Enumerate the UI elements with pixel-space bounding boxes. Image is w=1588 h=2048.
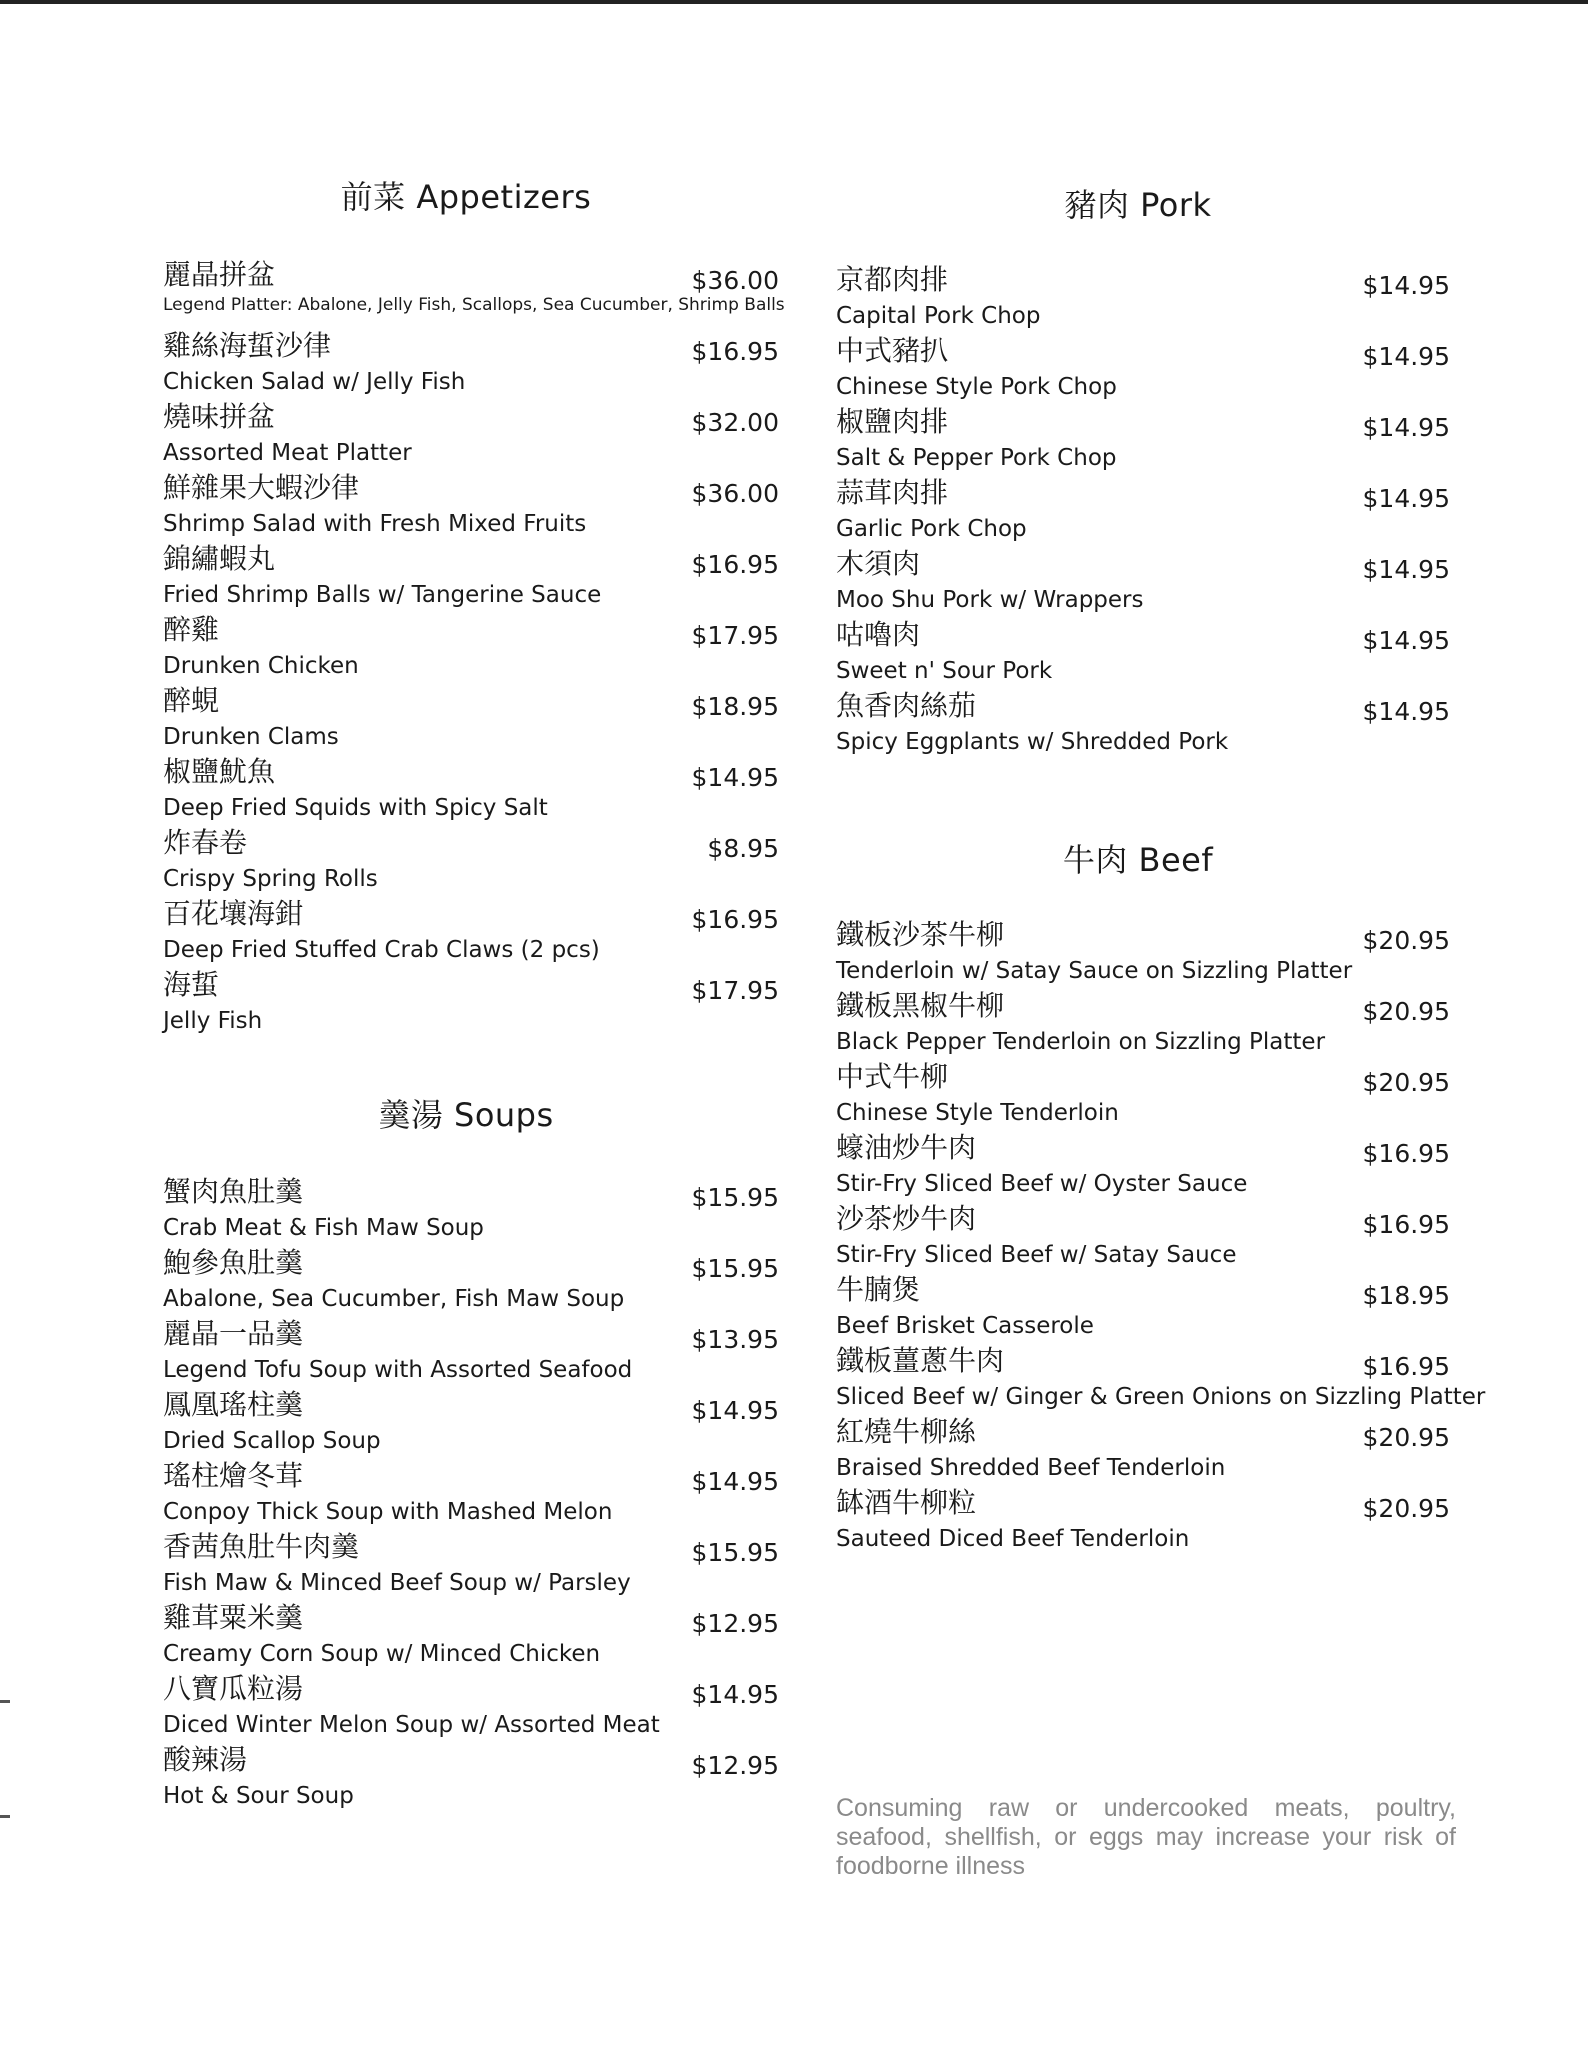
- dish-price: $16.95: [1362, 1139, 1450, 1168]
- dish-name-english: Moo Shu Pork w/ Wrappers: [836, 587, 1144, 613]
- dish-name-english: Stir-Fry Sliced Beef w/ Oyster Sauce: [836, 1171, 1248, 1197]
- menu-item: [836, 689, 1450, 760]
- dish-name-chinese: 鮑參魚肚羹: [163, 1246, 304, 1279]
- dish-price: $17.95: [691, 621, 779, 650]
- dish-price: $14.95: [1362, 342, 1450, 371]
- dish-name-english: Deep Fried Squids with Spicy Salt: [163, 795, 548, 821]
- dish-name-english: Conpoy Thick Soup with Mashed Melon: [163, 1499, 613, 1525]
- dish-name-english: Stir-Fry Sliced Beef w/ Satay Sauce: [836, 1242, 1237, 1268]
- menu-item: [163, 258, 785, 329]
- dish-name-chinese: 香茜魚肚牛肉羹: [163, 1530, 360, 1563]
- menu-item: [163, 1317, 779, 1388]
- dish-name-english: Legend Platter: Abalone, Jelly Fish, Scallops, Sea Cucumber, Shrimp Balls: [163, 295, 785, 315]
- section-title: 羹湯 Soups: [378, 1096, 554, 1134]
- appetizers-list: [163, 258, 785, 1039]
- dish-price: $14.95: [1362, 413, 1450, 442]
- dish-price: $8.95: [707, 834, 779, 863]
- food-safety-notice: Consuming raw or undercooked meats, poultry, seafood, shellfish, or eggs may increase your risk of foodborne illness: [836, 1794, 1456, 1880]
- dish-price: $20.95: [1362, 997, 1450, 1026]
- dish-name-english: Diced Winter Melon Soup w/ Assorted Meat: [163, 1712, 660, 1738]
- menu-item: [836, 547, 1450, 618]
- menu-item: [163, 1530, 779, 1601]
- dish-name-english: Chinese Style Pork Chop: [836, 374, 1117, 400]
- scan-mark: [0, 1815, 10, 1818]
- dish-name-chinese: 鐵板薑蔥牛肉: [836, 1344, 1005, 1377]
- dish-name-english: Jelly Fish: [163, 1008, 263, 1034]
- menu-item: [836, 1486, 1450, 1557]
- menu-item: [163, 1388, 779, 1459]
- dish-price: $12.95: [691, 1751, 779, 1780]
- dish-name-chinese: 鮮雜果大蝦沙律: [163, 471, 360, 504]
- menu-item: [836, 405, 1450, 476]
- dish-name-english: Sauteed Diced Beef Tenderloin: [836, 1526, 1190, 1552]
- dish-name-chinese: 木須肉: [836, 547, 921, 580]
- dish-name-chinese: 椒鹽肉排: [836, 405, 949, 438]
- dish-price: $15.95: [691, 1254, 779, 1283]
- menu-item: [836, 1415, 1450, 1486]
- dish-name-english: Fried Shrimp Balls w/ Tangerine Sauce: [163, 582, 602, 608]
- dish-name-english: Chicken Salad w/ Jelly Fish: [163, 369, 466, 395]
- dish-name-chinese: 海蜇: [163, 968, 220, 1001]
- menu-item: [836, 918, 1450, 989]
- menu-item: [163, 400, 779, 471]
- menu-item: [163, 329, 779, 400]
- dish-name-chinese: 蠔油炒牛肉: [836, 1131, 977, 1164]
- menu-item: [836, 1202, 1450, 1273]
- menu-item: [836, 263, 1450, 334]
- menu-item: [163, 897, 779, 968]
- dish-name-chinese: 椒鹽魷魚: [163, 755, 276, 788]
- dish-price: $15.95: [691, 1183, 779, 1212]
- dish-name-chinese: 八寶瓜粒湯: [163, 1672, 304, 1705]
- dish-price: $13.95: [691, 1325, 779, 1354]
- menu-item: [836, 1060, 1450, 1131]
- beef-list: [836, 918, 1486, 1557]
- section-title: 牛肉 Beef: [1062, 841, 1214, 879]
- dish-name-chinese: 紅燒牛柳絲: [836, 1415, 977, 1448]
- dish-name-english: Braised Shredded Beef Tenderloin: [836, 1455, 1226, 1481]
- menu-item: [163, 1601, 779, 1672]
- dish-name-english: Drunken Chicken: [163, 653, 359, 679]
- top-scan-edge: [0, 0, 1588, 4]
- dish-name-english: Sweet n' Sour Pork: [836, 658, 1053, 684]
- dish-name-english: Legend Tofu Soup with Assorted Seafood: [163, 1357, 633, 1383]
- menu-item: [836, 989, 1450, 1060]
- dish-price: $20.95: [1362, 1423, 1450, 1452]
- menu-item: [836, 1344, 1486, 1415]
- dish-name-chinese: 沙茶炒牛肉: [836, 1202, 977, 1235]
- dish-price: $18.95: [691, 692, 779, 721]
- dish-name-chinese: 雞絲海蜇沙律: [163, 329, 332, 362]
- dish-name-chinese: 百花壤海鉗: [163, 897, 304, 930]
- menu-item: [163, 755, 779, 826]
- dish-price: $14.95: [1362, 626, 1450, 655]
- dish-price: $14.95: [691, 1467, 779, 1496]
- dish-price: $20.95: [1362, 1494, 1450, 1523]
- dish-name-english: Black Pepper Tenderloin on Sizzling Platter: [836, 1029, 1326, 1055]
- dish-name-english: Beef Brisket Casserole: [836, 1313, 1094, 1339]
- dish-price: $16.95: [691, 337, 779, 366]
- section-title: 豬肉 Pork: [1064, 186, 1212, 224]
- dish-price: $16.95: [1362, 1352, 1450, 1381]
- dish-price: $14.95: [1362, 697, 1450, 726]
- menu-item: [163, 826, 779, 897]
- dish-name-chinese: 咕嚕肉: [836, 618, 921, 651]
- dish-name-chinese: 錦繡蝦丸: [163, 542, 276, 575]
- menu-item: [836, 618, 1450, 689]
- dish-price: $14.95: [1362, 555, 1450, 584]
- dish-name-chinese: 燒味拼盆: [163, 400, 276, 433]
- menu-item: [163, 613, 779, 684]
- dish-price: $17.95: [691, 976, 779, 1005]
- dish-name-chinese: 魚香肉絲茄: [836, 689, 977, 722]
- dish-name-english: Crab Meat & Fish Maw Soup: [163, 1215, 484, 1241]
- dish-price: $20.95: [1362, 1068, 1450, 1097]
- dish-price: $16.95: [691, 550, 779, 579]
- menu-item: [163, 1459, 779, 1530]
- dish-name-english: Deep Fried Stuffed Crab Claws (2 pcs): [163, 937, 600, 963]
- section-title: 前菜 Appetizers: [340, 178, 592, 216]
- dish-price: $32.00: [691, 408, 779, 437]
- menu-item: [836, 334, 1450, 405]
- soups-list: [163, 1175, 779, 1814]
- dish-price: $18.95: [1362, 1281, 1450, 1310]
- dish-name-chinese: 中式牛柳: [836, 1060, 949, 1093]
- dish-price: $14.95: [1362, 484, 1450, 513]
- menu-item: [163, 1743, 779, 1814]
- dish-name-english: Abalone, Sea Cucumber, Fish Maw Soup: [163, 1286, 625, 1312]
- menu-item: [163, 471, 779, 542]
- dish-name-chinese: 雞茸粟米羹: [163, 1601, 304, 1634]
- dish-price: $16.95: [1362, 1210, 1450, 1239]
- dish-name-chinese: 醉雞: [163, 613, 220, 646]
- dish-name-english: Chinese Style Tenderloin: [836, 1100, 1119, 1126]
- dish-price: $14.95: [691, 1396, 779, 1425]
- dish-name-english: Tenderloin w/ Satay Sauce on Sizzling Platter: [836, 958, 1353, 984]
- dish-name-english: Sliced Beef w/ Ginger & Green Onions on Sizzling Platter: [836, 1384, 1486, 1410]
- dish-price: $14.95: [691, 1680, 779, 1709]
- dish-name-english: Dried Scallop Soup: [163, 1428, 381, 1454]
- menu-item: [836, 476, 1450, 547]
- dish-name-english: Hot & Sour Soup: [163, 1783, 354, 1809]
- menu-item: [163, 542, 779, 613]
- dish-name-chinese: 鐵板沙茶牛柳: [836, 918, 1005, 951]
- dish-price: $15.95: [691, 1538, 779, 1567]
- dish-name-chinese: 缽酒牛柳粒: [836, 1486, 977, 1519]
- menu-item: [836, 1131, 1450, 1202]
- dish-name-chinese: 麗晶一品羹: [163, 1317, 304, 1350]
- dish-name-english: Shrimp Salad with Fresh Mixed Fruits: [163, 511, 587, 537]
- dish-name-chinese: 京都肉排: [836, 263, 949, 296]
- dish-name-chinese: 牛腩煲: [836, 1273, 921, 1306]
- dish-name-english: Assorted Meat Platter: [163, 440, 412, 466]
- scan-mark: [0, 1700, 10, 1703]
- dish-name-chinese: 瑤柱燴冬茸: [163, 1459, 304, 1492]
- dish-name-english: Salt & Pepper Pork Chop: [836, 445, 1117, 471]
- dish-name-english: Crispy Spring Rolls: [163, 866, 378, 892]
- dish-name-chinese: 麗晶拼盆: [163, 258, 276, 291]
- dish-price: $16.95: [691, 905, 779, 934]
- menu-item: [163, 1672, 779, 1743]
- dish-name-chinese: 鐵板黑椒牛柳: [836, 989, 1005, 1022]
- dish-name-english: Capital Pork Chop: [836, 303, 1041, 329]
- dish-price: $36.00: [691, 266, 779, 295]
- dish-name-chinese: 酸辣湯: [163, 1743, 248, 1776]
- dish-name-chinese: 炸春卷: [163, 826, 248, 859]
- dish-name-english: Fish Maw & Minced Beef Soup w/ Parsley: [163, 1570, 631, 1596]
- dish-name-english: Spicy Eggplants w/ Shredded Pork: [836, 729, 1229, 755]
- menu-item: [163, 684, 779, 755]
- dish-name-english: Creamy Corn Soup w/ Minced Chicken: [163, 1641, 601, 1667]
- dish-price: $36.00: [691, 479, 779, 508]
- dish-name-chinese: 蒜茸肉排: [836, 476, 949, 509]
- dish-price: $12.95: [691, 1609, 779, 1638]
- dish-name-chinese: 醉蜆: [163, 684, 220, 717]
- menu-item: [163, 968, 779, 1039]
- dish-price: $14.95: [691, 763, 779, 792]
- dish-name-chinese: 蟹肉魚肚羹: [163, 1175, 304, 1208]
- dish-name-english: Drunken Clams: [163, 724, 339, 750]
- dish-name-chinese: 中式豬扒: [836, 334, 949, 367]
- dish-name-chinese: 鳳凰瑤柱羹: [163, 1388, 304, 1421]
- dish-name-english: Garlic Pork Chop: [836, 516, 1027, 542]
- pork-list: [836, 263, 1450, 760]
- menu-item: [163, 1175, 779, 1246]
- menu-item: [836, 1273, 1450, 1344]
- menu-item: [163, 1246, 779, 1317]
- dish-price: $20.95: [1362, 926, 1450, 955]
- dish-price: $14.95: [1362, 271, 1450, 300]
